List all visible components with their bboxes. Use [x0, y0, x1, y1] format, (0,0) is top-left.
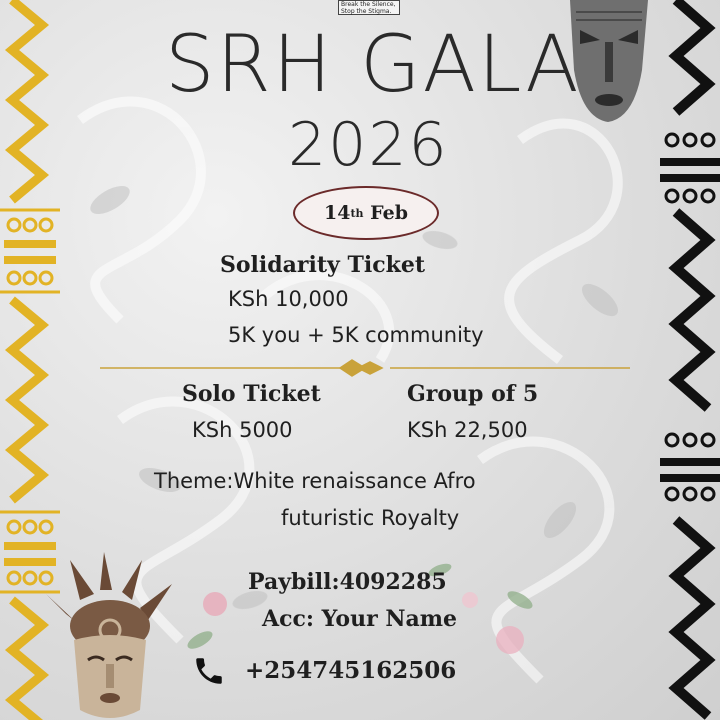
- group-ticket-price: KSh 22,500: [407, 418, 528, 442]
- african-mask-bottom-left: [46, 552, 172, 718]
- gold-zigzag-border: [12, 0, 42, 720]
- black-zigzag-border: [676, 0, 708, 716]
- paybill-number: Paybill:4092285: [248, 569, 447, 595]
- theme-line-1: Theme:White renaissance Afro: [154, 469, 476, 493]
- date-suffix: th: [350, 206, 364, 220]
- event-year: 2026: [288, 110, 449, 180]
- account-name: Acc: Your Name: [262, 606, 457, 632]
- gold-divider: [100, 360, 630, 376]
- tagline-badge: [338, 0, 400, 15]
- date-day: 14: [324, 202, 351, 224]
- tagline-line-1: Break the Silence,: [341, 1, 396, 8]
- tagline-line-2: Stop the Stigma.: [341, 8, 392, 15]
- solidarity-ticket-price: KSh 10,000: [228, 287, 349, 311]
- solo-ticket-price: KSh 5000: [192, 418, 293, 442]
- date-month: Feb: [370, 202, 408, 224]
- solo-ticket-heading: Solo Ticket: [182, 381, 321, 407]
- event-title: SRH GALA: [165, 20, 581, 110]
- solidarity-ticket-heading: Solidarity Ticket: [220, 252, 425, 278]
- solidarity-ticket-note: 5K you + 5K community: [228, 323, 484, 347]
- theme-line-2: futuristic Royalty: [281, 506, 460, 530]
- african-mask-top-right: [570, 0, 648, 122]
- group-ticket-heading: Group of 5: [407, 381, 539, 407]
- phone-icon: [192, 654, 226, 688]
- contact-phone: +254745162506: [245, 657, 457, 684]
- date-badge: [293, 186, 439, 240]
